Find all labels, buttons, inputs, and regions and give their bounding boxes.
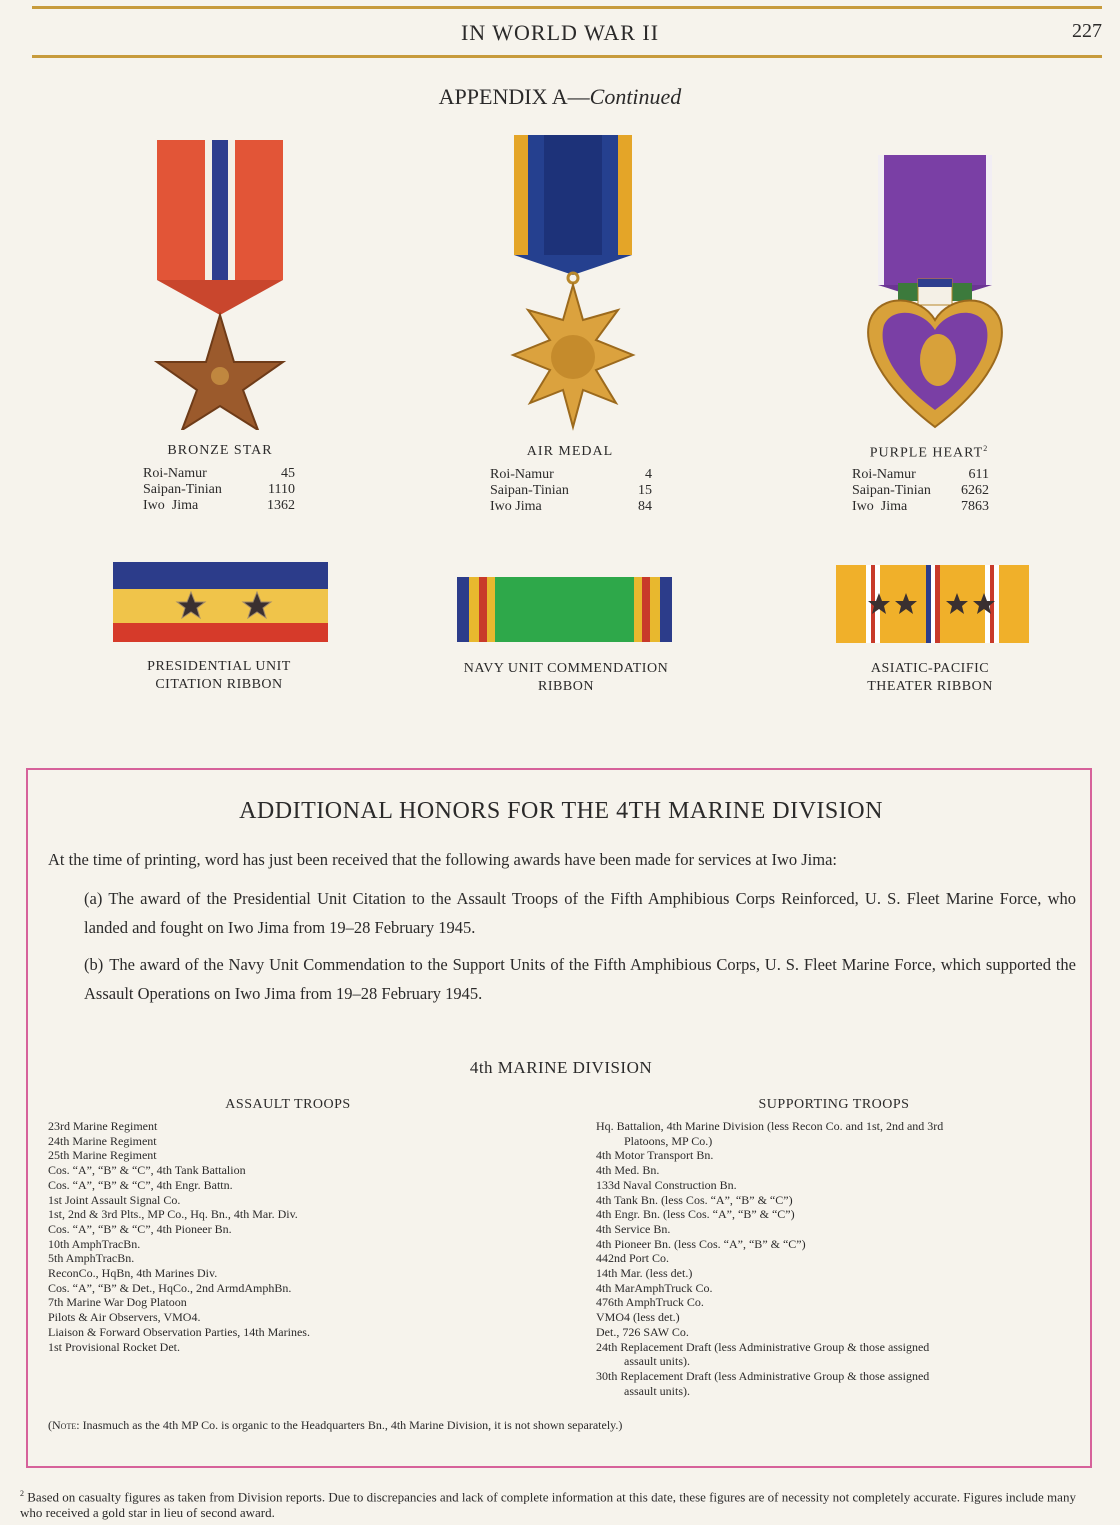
ribbon-caption-presidential-unit-citation: PRESIDENTIAL UNIT CITATION RIBBON (147, 659, 291, 692)
list-item: ReconCo., HqBn, 4th Marines Div. (48, 1266, 218, 1281)
list-item: 4th Tank Bn. (less Cos. “A”, “B” & “C”) (596, 1192, 793, 1207)
list-item: 4th Motor Transport Bn. (596, 1148, 714, 1163)
division-heading: 4th MARINE DIVISION (469, 1058, 653, 1077)
list-item: 25th Marine Regiment (48, 1148, 157, 1163)
asiatic-pacific-theater-ribbon-icon (836, 565, 1029, 643)
purple-heart-stats (852, 467, 989, 515)
list-item: 7th Marine War Dog Platoon (48, 1295, 187, 1310)
running-title: IN WORLD WAR II (460, 20, 660, 45)
stat-row: Iwo Jima 1362 (143, 498, 295, 513)
honors-title: ADDITIONAL HONORS FOR THE 4TH MARINE DIVISION (239, 798, 883, 824)
additional-honors-box (26, 768, 1092, 1468)
list-item: 24th Marine Regiment (48, 1133, 157, 1148)
assault-troops-list (48, 1119, 310, 1354)
list-item: 133d Naval Construction Bn. (596, 1177, 737, 1192)
list-item: Cos. “A”, “B” & “C”, 4th Tank Battalion (48, 1163, 246, 1178)
purple-heart-medal-icon (860, 155, 1010, 430)
list-item: assault units). (624, 1383, 690, 1398)
stat-row: Roi-Namur 611 (852, 467, 989, 482)
list-item: Det., 726 SAW Co. (596, 1324, 689, 1339)
ribbon-caption-asiatic-pacific-theater: ASIATIC-PACIFIC THEATER RIBBON (867, 661, 993, 694)
list-item: Cos. “A”, “B” & “C”, 4th Pioneer Bn. (48, 1221, 232, 1236)
stat-row: Saipan-Tinian 15 (490, 483, 652, 498)
list-item: 1st Provisional Rocket Det. (48, 1339, 180, 1354)
air-medal-icon (498, 135, 648, 435)
footnote-mark: 2 (983, 444, 989, 453)
list-item: 1st Joint Assault Signal Co. (48, 1192, 181, 1207)
list-item: 24th Replacement Draft (less Administrative Group & those assigned (596, 1339, 930, 1354)
list-item: 4th Pioneer Bn. (less Cos. “A”, “B” & “C”) (596, 1236, 806, 1251)
appendix-heading: APPENDIX A—Continued (438, 84, 682, 109)
list-item: VMO4 (less det.) (596, 1310, 680, 1325)
list-item: Pilots & Air Observers, VMO4. (48, 1310, 201, 1325)
list-item: Cos. “A”, “B” & Det., HqCo., 2nd ArmdAmphBn. (48, 1280, 292, 1295)
header-rule (32, 55, 1102, 58)
supporting-troops-list (596, 1119, 943, 1398)
stat-row: Saipan-Tinian 1110 (143, 482, 295, 497)
navy-unit-commendation-ribbon-icon (457, 577, 672, 642)
list-item: 4th Service Bn. (596, 1221, 671, 1236)
assault-troops-heading: ASSAULT TROOPS (225, 1097, 351, 1112)
bronze-star-medal-icon (145, 140, 295, 430)
medal-title-air-medal: AIR MEDAL (526, 444, 614, 459)
list-item: 4th Med. Bn. (596, 1163, 660, 1178)
award-a-text: The award of the Presidential Unit Citation to the Assault Troops of the Fifth Amphibious Corps Reinforced, U. S. Fleet Marine Force, who landed and fought on Iwo Jima from 19–28 February 1945. (84, 889, 1076, 937)
award-a (84, 884, 1076, 942)
list-item: 30th Replacement Draft (less Administrative Group & those assigned (596, 1368, 930, 1383)
award-b-label: (b) (84, 955, 104, 974)
list-item: Hq. Battalion, 4th Marine Division (less Recon Co. and 1st, 2nd and 3rd (596, 1119, 944, 1133)
stat-row: Roi-Namur 4 (490, 467, 652, 482)
presidential-unit-citation-ribbon-icon (113, 562, 328, 642)
stat-row: Roi-Namur 45 (143, 466, 295, 481)
page-number: 227 (1072, 20, 1102, 42)
footnote-mark: 2 (20, 1489, 24, 1498)
page-footnote: $^2$ Based on casualty figures as taken from Division reports. Due to discrepancies and lack of complete information at this date, these figures are of necessity not completely accurate. Figures include many who received a gold star in lieu of second award. (20, 1489, 1076, 1521)
bronze-star-stats (143, 466, 295, 514)
list-item: 23rd Marine Regiment (48, 1119, 158, 1133)
stat-row: Iwo Jima 84 (490, 499, 652, 514)
stat-row: Iwo Jima 7863 (852, 499, 989, 514)
medal-title-purple-heart: PURPLE HEART$^2$ (869, 444, 989, 461)
list-item: Platoons, MP Co.) (624, 1133, 713, 1148)
list-item: 1st, 2nd & 3rd Plts., MP Co., Hq. Bn., 4th Mar. Div. (48, 1207, 298, 1222)
honors-note: (Note: Inasmuch as the 4th MP Co. is organic to the Headquarters Bn., 4th Marine Division, it is not shown separately.) (48, 1418, 623, 1432)
list-item: Liaison & Forward Observation Parties, 14th Marines. (48, 1324, 310, 1339)
list-item: 4th MarAmphTruck Co. (596, 1280, 713, 1295)
air-medal-stats (490, 467, 652, 515)
list-item: 442nd Port Co. (596, 1251, 670, 1266)
top-rule (32, 6, 1102, 9)
list-item: 4th Engr. Bn. (less Cos. “A”, “B” & “C”) (596, 1207, 795, 1222)
list-item: Cos. “A”, “B” & “C”, 4th Engr. Battn. (48, 1177, 233, 1192)
award-b-text: The award of the Navy Unit Commendation to the Support Units of the Fifth Amphibious Corps, U. S. Fleet Marine Force, which supported the Assault Operations on Iwo Jima from 19–28 February 1945. (84, 955, 1076, 1003)
list-item: 10th AmphTracBn. (48, 1236, 141, 1251)
list-item: 14th Mar. (less det.) (596, 1266, 693, 1281)
ribbon-caption-navy-unit-commendation: NAVY UNIT COMMENDATION RIBBON (463, 661, 669, 694)
honors-intro: At the time of printing, word has just been received that the following awards have been made for services at Iwo Jima: (48, 850, 838, 869)
award-a-label: (a) (84, 889, 103, 908)
list-item: 5th AmphTracBn. (48, 1251, 135, 1266)
stat-row: Saipan-Tinian 6262 (852, 483, 989, 498)
medal-title-bronze-star: BRONZE STAR (167, 443, 273, 458)
list-item: assault units). (624, 1354, 690, 1369)
list-item: 476th AmphTruck Co. (596, 1295, 704, 1310)
award-b (84, 950, 1076, 1008)
supporting-troops-heading: SUPPORTING TROOPS (758, 1097, 910, 1112)
